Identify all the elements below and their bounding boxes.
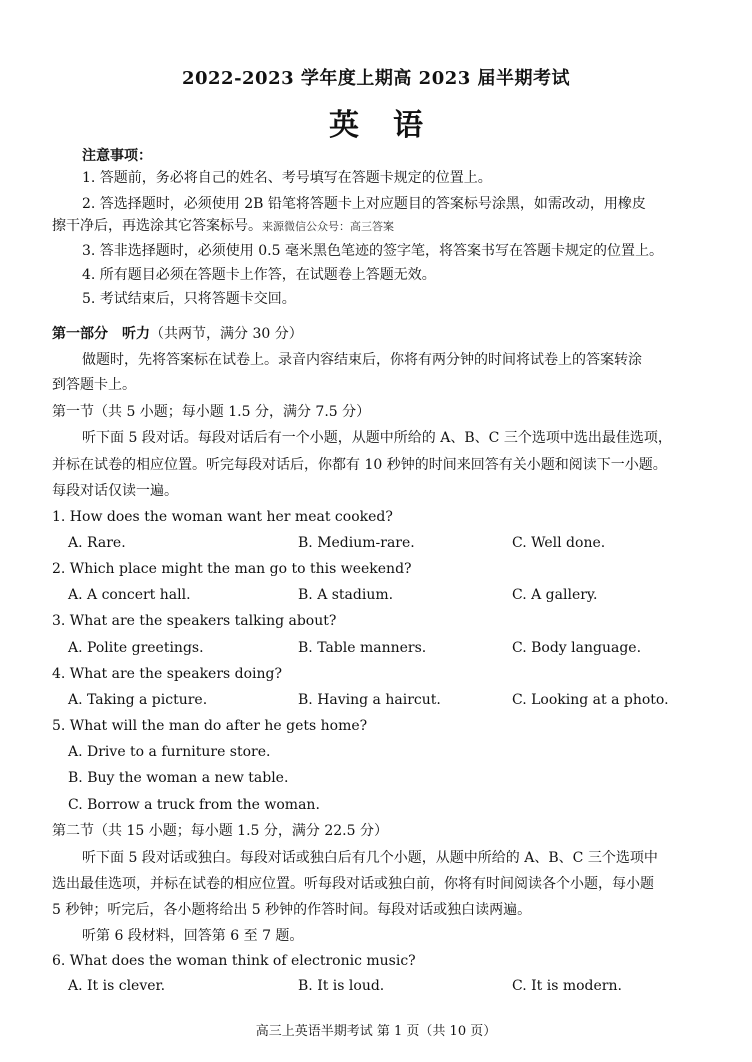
q3-option-b: B. Table manners. — [298, 640, 427, 656]
page-footer: 高三上英语半期考试 第 1 页（共 10 页） — [255, 1024, 497, 1039]
notice-item-3: 3. 答非选择题时，必须使用 0.5 毫米黑色笔迹的签字笔，将答案书写在答题卡规定的位置上。 — [82, 243, 663, 259]
q4-option-c: C. Looking at a photo. — [512, 692, 669, 708]
section2-heading: 第二节（共 15 小题；每小题 1.5 分，满分 22.5 分） — [52, 823, 388, 839]
part1-intro-1: 做题时，先将答案标在试卷上。录音内容结束后，你将有两分钟的时间将试卷上的答案转涂 — [82, 352, 642, 368]
watermark-text: 来源微信公众号：高三答案 — [262, 220, 394, 233]
q1-option-c: C. Well done. — [512, 535, 606, 551]
q4-option-b: B. Having a haircut. — [298, 692, 441, 708]
section2-intro-1: 听下面 5 段对话或独白。每段对话或独白后有几个小题，从题中所给的 A、B、C 三个选项中 — [82, 850, 658, 866]
q5-option-a: A. Drive to a furniture store. — [68, 744, 271, 760]
q5-option-b: B. Buy the woman a new table. — [68, 770, 289, 786]
question-4: 4. What are the speakers doing? — [52, 666, 283, 682]
subject-title: 英语 — [329, 108, 457, 143]
q1-option-b: B. Medium-rare. — [298, 535, 415, 551]
section1-intro-2: 并标在试卷的相应位置。听完每段对话后，你都有 10 秒钟的时间来回答有关小题和阅读下一小题。 — [52, 457, 667, 473]
notice-heading: 注意事项： — [82, 148, 152, 164]
notice-item-1: 1. 答题前，务必将自己的姓名、考号填写在答题卡规定的位置上。 — [82, 170, 492, 186]
q2-option-b: B. A stadium. — [298, 587, 394, 603]
question-3: 3. What are the speakers talking about? — [52, 613, 337, 629]
question-5: 5. What will the man do after he gets home? — [52, 718, 368, 734]
notice-item-2b-text: 擦干净后，再选涂其它答案标号。 — [52, 218, 262, 234]
section1-heading: 第一节（共 5 小题；每小题 1.5 分，满分 7.5 分） — [52, 404, 371, 420]
notice-item-2b — [52, 216, 702, 237]
q2-option-a: A. A concert hall. — [68, 587, 191, 603]
question-6: 6. What does the woman think of electronic music? — [52, 953, 416, 969]
q4-option-a: A. Taking a picture. — [68, 692, 208, 708]
part1-intro-2: 到答题卡上。 — [52, 377, 136, 393]
exam-title: 2022-2023 学年度上期高 2023 届半期考试 — [181, 68, 571, 89]
q6-option-c: C. It is modern. — [512, 978, 622, 994]
section2-intro-3: 5 秒钟；听完后，各小题将给出 5 秒钟的作答时间。每段对话或独白读两遍。 — [52, 902, 532, 918]
section1-intro-3: 每段对话仅读一遍。 — [52, 483, 178, 499]
part1-heading: 第一部分 听力 — [52, 326, 150, 342]
q6-option-a: A. It is clever. — [68, 978, 166, 994]
q6-option-b: B. It is loud. — [298, 978, 385, 994]
part1-heading-row — [52, 324, 702, 344]
section2-intro-2: 选出最佳选项，并标在试卷的相应位置。听每段对话或独白前，你将有时间阅读各个小题，每小题 — [52, 876, 654, 892]
notice-item-4: 4. 所有题目必须在答题卡上作答，在试题卷上答题无效。 — [82, 267, 436, 283]
q3-option-c: C. Body language. — [512, 640, 642, 656]
q2-option-c: C. A gallery. — [512, 587, 598, 603]
question-2: 2. Which place might the man go to this weekend? — [52, 561, 412, 577]
q3-option-a: A. Polite greetings. — [68, 640, 204, 656]
notice-item-5: 5. 考试结束后，只将答题卡交回。 — [82, 291, 296, 307]
part1-heading-note: （共两节，满分 30 分） — [150, 326, 303, 342]
q5-option-c: C. Borrow a truck from the woman. — [68, 797, 320, 813]
notice-item-2a: 2. 答选择题时，必须使用 2B 铅笔将答题卡上对应题目的答案标号涂黑，如需改动，用橡皮 — [82, 196, 646, 212]
q1-option-a: A. Rare. — [68, 535, 126, 551]
section2-material: 听第 6 段材料，回答第 6 至 7 题。 — [82, 928, 304, 944]
section1-intro-1: 听下面 5 段对话。每段对话后有一个小题，从题中所给的 A、B、C 三个选项中选出最佳选项， — [82, 430, 672, 446]
question-1: 1. How does the woman want her meat cooked? — [52, 509, 393, 525]
